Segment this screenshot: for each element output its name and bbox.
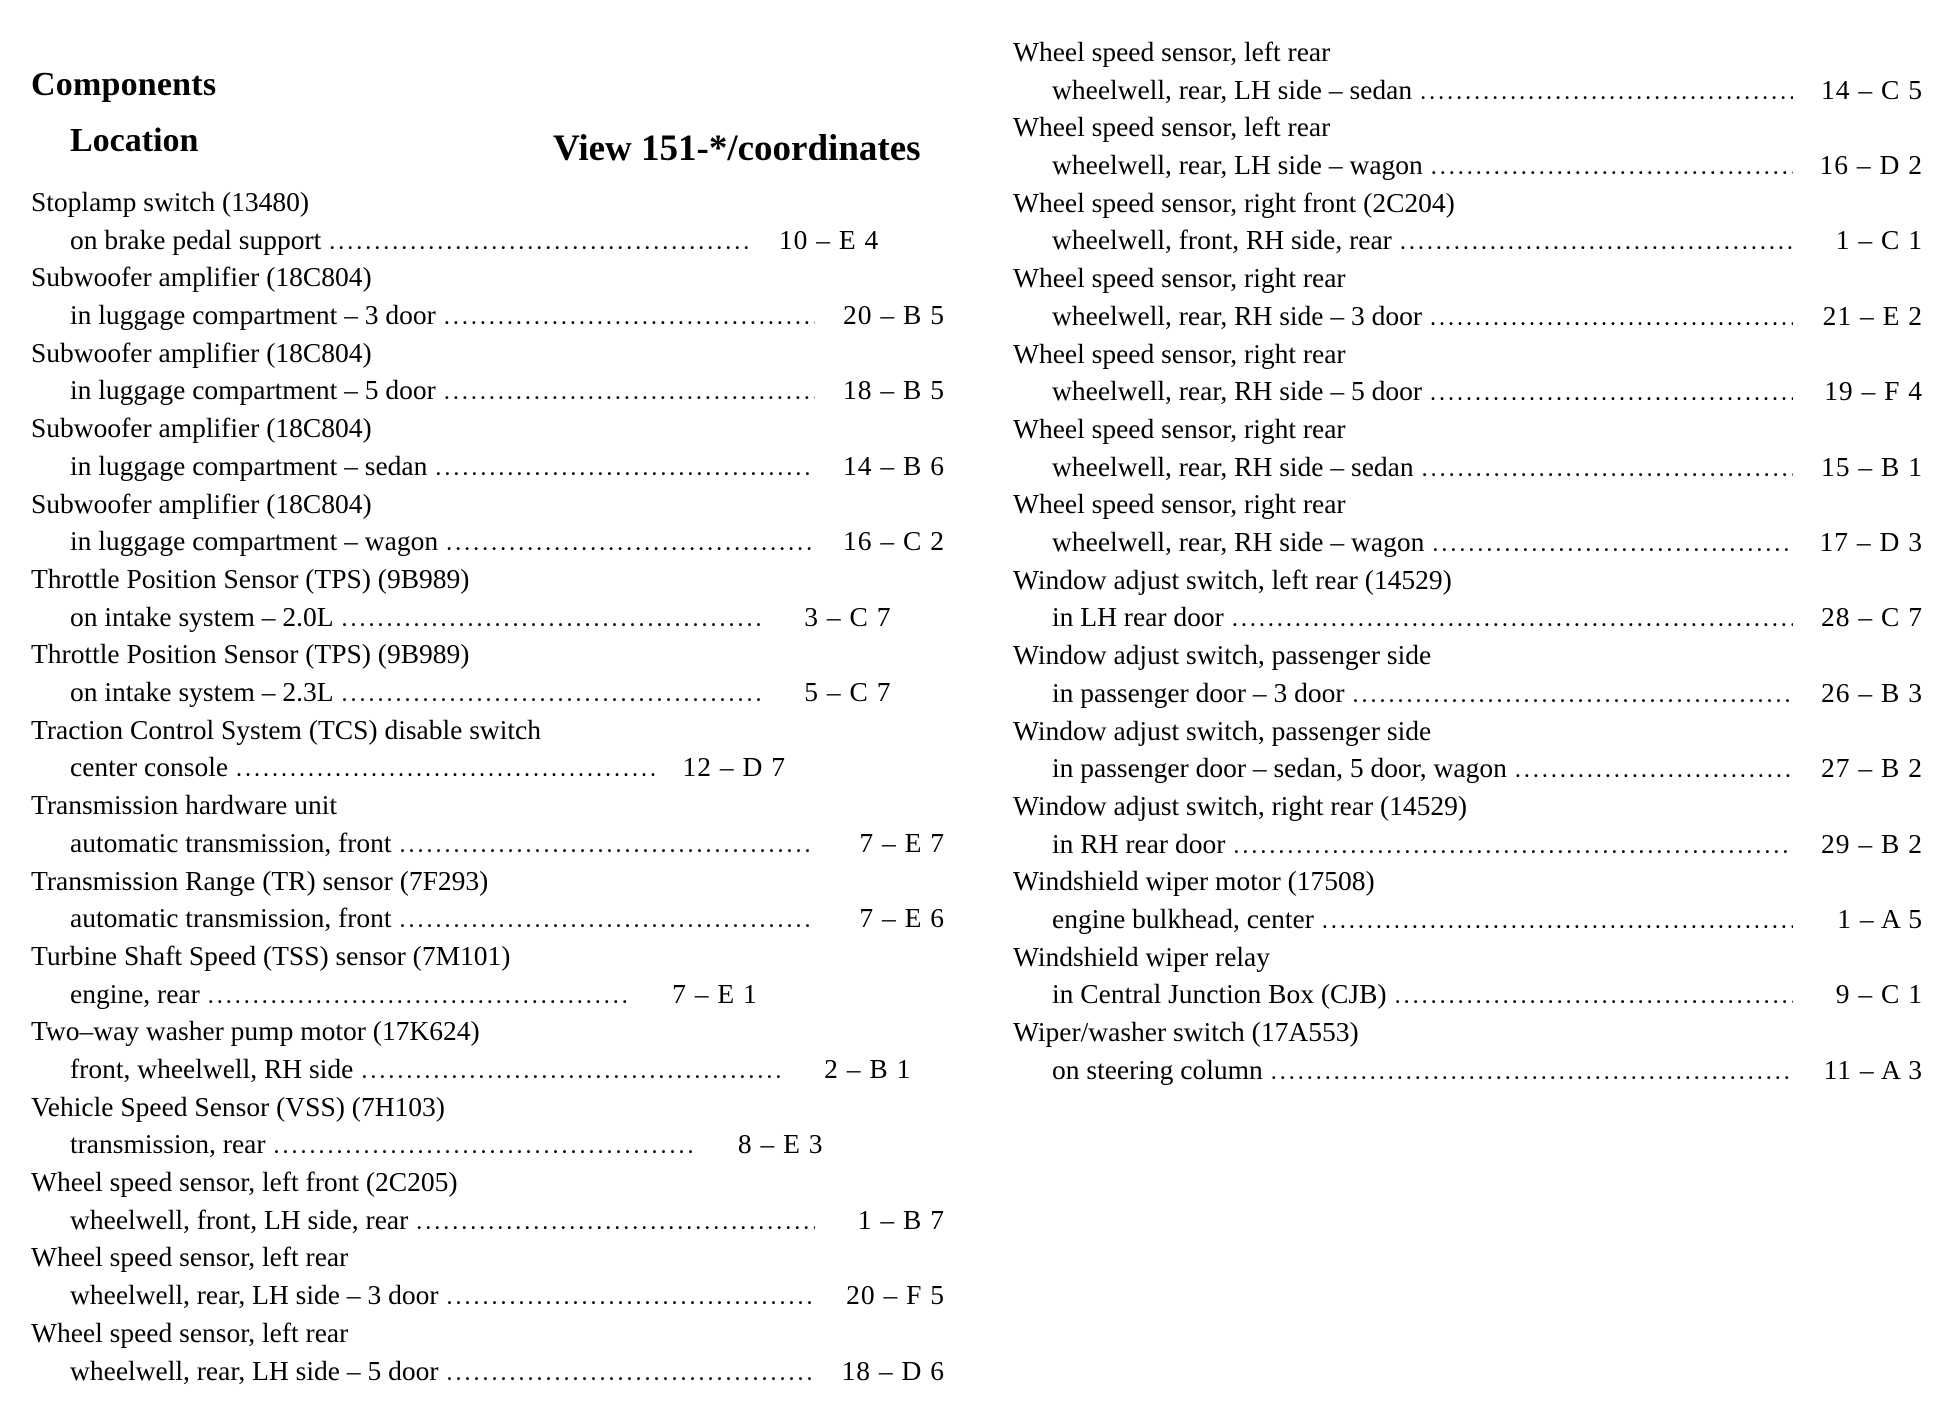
component-location-row — [31, 447, 945, 485]
dot-leader — [1515, 752, 1793, 790]
dot-leader — [1400, 224, 1793, 262]
view-coordinate: 20 – F 5 — [846, 1279, 945, 1311]
component-entry — [31, 485, 945, 560]
component-location: in Central Junction Box (CJB) — [1052, 978, 1387, 1010]
component-location-row — [1013, 749, 1923, 787]
dot-leader — [1353, 677, 1793, 715]
dot-leader — [1233, 828, 1793, 866]
component-location-row — [31, 296, 945, 334]
view-coordinate: 12 – D 7 — [682, 751, 787, 783]
component-name: Subwoofer amplifier (18C804) — [31, 412, 372, 444]
component-entry — [1013, 1013, 1923, 1088]
component-entry — [1013, 33, 1923, 108]
dot-leader — [274, 1128, 694, 1166]
component-entry — [31, 1088, 945, 1163]
dot-leader — [446, 525, 815, 563]
view-coordinate: 10 – E 4 — [778, 223, 880, 255]
component-name: Wheel speed sensor, right rear — [1013, 262, 1346, 294]
component-location: in luggage compartment – wagon — [70, 525, 439, 557]
view-coordinate: 5 – C 7 — [804, 676, 892, 708]
dot-leader — [208, 978, 628, 1016]
view-coordinate: 1 – C 1 — [1835, 224, 1923, 256]
component-name: Windshield wiper motor (17508) — [1013, 865, 1375, 897]
component-name: Wheel speed sensor, left front (2C205) — [31, 1166, 458, 1198]
component-location-row — [1013, 221, 1923, 259]
component-name: Wheel speed sensor, left rear — [1013, 111, 1331, 143]
component-entry — [1013, 862, 1923, 937]
dot-leader — [1420, 74, 1793, 112]
component-location-row — [31, 748, 945, 786]
component-location: wheelwell, front, LH side, rear — [70, 1203, 409, 1235]
view-coordinate: 7 – E 1 — [672, 977, 758, 1009]
component-location: in luggage compartment – sedan — [70, 449, 428, 481]
component-name: Window adjust switch, passenger side — [1013, 714, 1432, 746]
view-coordinate: 15 – B 1 — [1821, 450, 1923, 482]
dot-leader — [342, 601, 762, 639]
component-location: wheelwell, rear, LH side – wagon — [1052, 149, 1423, 181]
component-name: Window adjust switch, passenger side — [1013, 639, 1432, 671]
component-entry — [1013, 787, 1923, 862]
dot-leader — [447, 1279, 816, 1317]
right-component-list — [1013, 33, 1923, 1088]
component-location: center console — [70, 751, 229, 783]
dot-leader — [400, 827, 815, 865]
component-location-row — [1013, 448, 1923, 486]
component-entry — [1013, 259, 1923, 334]
view-coordinate: 16 – C 2 — [843, 525, 945, 557]
component-entry — [1013, 335, 1923, 410]
component-location-row — [1013, 900, 1923, 938]
component-location: engine, rear — [70, 977, 200, 1009]
view-coordinate: 21 – E 2 — [1822, 299, 1923, 331]
view-coordinates-heading: View 151-*/coordinates — [553, 128, 921, 169]
view-coordinate: 14 – C 5 — [1821, 73, 1923, 105]
view-coordinate: 20 – B 5 — [843, 299, 945, 331]
component-location: on steering column — [1052, 1053, 1263, 1085]
component-entry — [1013, 485, 1923, 560]
component-name: Windshield wiper relay — [1013, 940, 1271, 972]
dot-leader — [1432, 526, 1793, 564]
dot-leader — [1422, 451, 1793, 489]
component-location-row — [1013, 146, 1923, 184]
component-location-row — [1013, 975, 1923, 1013]
dot-leader — [1430, 300, 1793, 338]
component-location-row — [31, 1125, 945, 1163]
component-name: Vehicle Speed Sensor (VSS) (7H103) — [31, 1090, 445, 1122]
component-entry — [31, 1163, 945, 1238]
view-coordinate: 2 – B 1 — [824, 1052, 912, 1084]
component-location-row — [1013, 372, 1923, 410]
view-coordinate: 7 – E 7 — [859, 826, 945, 858]
component-name: Two–way washer pump motor (17K624) — [31, 1015, 480, 1047]
component-location: wheelwell, rear, RH side – wagon — [1052, 526, 1425, 558]
component-location: wheelwell, rear, LH side – 3 door — [70, 1279, 439, 1311]
component-location: in LH rear door — [1052, 601, 1224, 633]
view-coordinate: 18 – B 5 — [843, 374, 945, 406]
component-entry — [31, 711, 945, 786]
view-coordinate: 11 – A 3 — [1823, 1053, 1923, 1085]
component-location-row — [31, 598, 945, 636]
component-entry — [1013, 108, 1923, 183]
dot-leader — [435, 450, 815, 488]
component-entry — [31, 258, 945, 333]
component-location: wheelwell, rear, LH side – 5 door — [70, 1354, 439, 1386]
component-location: front, wheelwell, RH side — [70, 1052, 354, 1084]
component-name: Wheel speed sensor, left rear — [31, 1241, 349, 1273]
component-location-row — [31, 1352, 945, 1390]
view-coordinate: 8 – E 3 — [737, 1128, 824, 1160]
left-component-list — [31, 183, 945, 1389]
component-location-row — [31, 824, 945, 862]
component-location-row — [1013, 674, 1923, 712]
component-location: wheelwell, rear, LH side – sedan — [1052, 73, 1413, 105]
component-location-row — [1013, 71, 1923, 109]
dot-leader — [444, 299, 815, 337]
component-entry — [1013, 561, 1923, 636]
component-entry — [31, 183, 945, 258]
component-entry — [31, 1238, 945, 1313]
view-coordinate: 19 – F 4 — [1824, 375, 1923, 407]
component-name: Traction Control System (TCS) disable switch — [31, 713, 542, 745]
component-entry — [31, 1012, 945, 1087]
component-name: Subwoofer amplifier (18C804) — [31, 487, 372, 519]
component-name: Window adjust switch, right rear (14529) — [1013, 789, 1468, 821]
component-location: in luggage compartment – 5 door — [70, 374, 436, 406]
component-name: Subwoofer amplifier (18C804) — [31, 336, 372, 368]
component-location: on brake pedal support — [70, 223, 322, 255]
component-name: Transmission Range (TR) sensor (7F293) — [31, 864, 489, 896]
component-location-row — [1013, 825, 1923, 863]
component-location: in passenger door – sedan, 5 door, wagon — [1052, 752, 1507, 784]
component-name: Turbine Shaft Speed (TSS) sensor (7M101) — [31, 939, 511, 971]
component-location-row — [31, 371, 945, 409]
location-column-heading: Location — [70, 122, 199, 159]
component-entry — [31, 937, 945, 1012]
view-coordinate: 9 – C 1 — [1835, 978, 1923, 1010]
component-location-row — [31, 1201, 945, 1239]
component-name: Wheel speed sensor, right rear — [1013, 337, 1346, 369]
component-location: in RH rear door — [1052, 827, 1226, 859]
dot-leader — [447, 1355, 816, 1393]
dot-leader — [1271, 1054, 1793, 1092]
component-entry — [31, 786, 945, 861]
view-coordinate: 3 – C 7 — [804, 600, 892, 632]
component-location: on intake system – 2.3L — [70, 676, 334, 708]
view-coordinate: 18 – D 6 — [841, 1354, 945, 1386]
view-coordinate: 1 – A 5 — [1837, 902, 1923, 934]
view-coordinate: 14 – B 6 — [843, 449, 945, 481]
component-name: Wheel speed sensor, right front (2C204) — [1013, 186, 1455, 218]
view-coordinate: 16 – D 2 — [1819, 149, 1923, 181]
component-location: engine bulkhead, center — [1052, 902, 1314, 934]
component-name: Wiper/washer switch (17A553) — [1013, 1016, 1359, 1048]
dot-leader — [400, 902, 815, 940]
view-coordinate: 29 – B 2 — [1821, 827, 1923, 859]
component-location-row — [31, 673, 945, 711]
component-location: in luggage compartment – 3 door — [70, 299, 436, 331]
component-name: Wheel speed sensor, right rear — [1013, 412, 1346, 444]
component-location-row — [31, 899, 945, 937]
component-location-row — [1013, 523, 1923, 561]
component-location-row — [31, 975, 945, 1013]
view-coordinate: 7 – E 6 — [859, 902, 945, 934]
component-name: Stoplamp switch (13480) — [31, 186, 310, 217]
component-name: Wheel speed sensor, left rear — [31, 1316, 349, 1348]
dot-leader — [1232, 601, 1793, 639]
component-location-row — [31, 1050, 945, 1088]
component-location: on intake system – 2.0L — [70, 600, 334, 632]
component-name: Window adjust switch, left rear (14529) — [1013, 563, 1452, 595]
dot-leader — [342, 676, 762, 714]
component-entry — [31, 560, 945, 635]
dot-leader — [444, 374, 815, 412]
component-entry — [31, 334, 945, 409]
component-entry — [31, 862, 945, 937]
component-name: Subwoofer amplifier (18C804) — [31, 261, 372, 293]
component-name: Wheel speed sensor, left rear — [1013, 36, 1331, 67]
view-coordinate: 1 – B 7 — [857, 1203, 945, 1235]
component-location: wheelwell, rear, RH side – 3 door — [1052, 299, 1423, 331]
component-entry — [1013, 938, 1923, 1013]
component-name: Transmission hardware unit — [31, 789, 338, 821]
component-entry — [1013, 184, 1923, 259]
component-location: automatic transmission, front — [70, 826, 392, 858]
view-coordinate: 28 – C 7 — [1821, 601, 1923, 633]
dot-leader — [1395, 978, 1793, 1016]
component-location-row — [1013, 1051, 1923, 1089]
dot-leader — [1322, 903, 1793, 941]
component-entry — [1013, 636, 1923, 711]
component-location: wheelwell, rear, RH side – sedan — [1052, 450, 1414, 482]
component-location-row — [1013, 598, 1923, 636]
dot-leader — [416, 1204, 815, 1242]
dot-leader — [1430, 375, 1793, 413]
view-coordinate: 27 – B 2 — [1821, 752, 1923, 784]
component-name: Throttle Position Sensor (TPS) (9B989) — [31, 562, 470, 594]
component-location: wheelwell, rear, RH side – 5 door — [1052, 375, 1423, 407]
component-entry — [1013, 410, 1923, 485]
dot-leader — [236, 751, 656, 789]
component-entry — [31, 409, 945, 484]
component-entry — [31, 1314, 945, 1389]
component-name: Wheel speed sensor, right rear — [1013, 488, 1346, 520]
component-location-row — [31, 1276, 945, 1314]
component-location-row — [31, 522, 945, 560]
section-title: Components — [31, 66, 217, 103]
component-location: transmission, rear — [70, 1128, 266, 1160]
component-location-row — [1013, 297, 1923, 335]
dot-leader — [361, 1053, 781, 1091]
component-location: in passenger door – 3 door — [1052, 676, 1345, 708]
component-location-row — [31, 221, 945, 259]
component-entry — [31, 635, 945, 710]
component-name: Throttle Position Sensor (TPS) (9B989) — [31, 638, 470, 670]
view-coordinate: 26 – B 3 — [1821, 676, 1923, 708]
component-location: automatic transmission, front — [70, 902, 392, 934]
view-coordinate: 17 – D 3 — [1819, 526, 1923, 558]
component-location: wheelwell, front, RH side, rear — [1052, 224, 1392, 256]
dot-leader — [329, 224, 749, 262]
dot-leader — [1431, 149, 1793, 187]
component-entry — [1013, 712, 1923, 787]
